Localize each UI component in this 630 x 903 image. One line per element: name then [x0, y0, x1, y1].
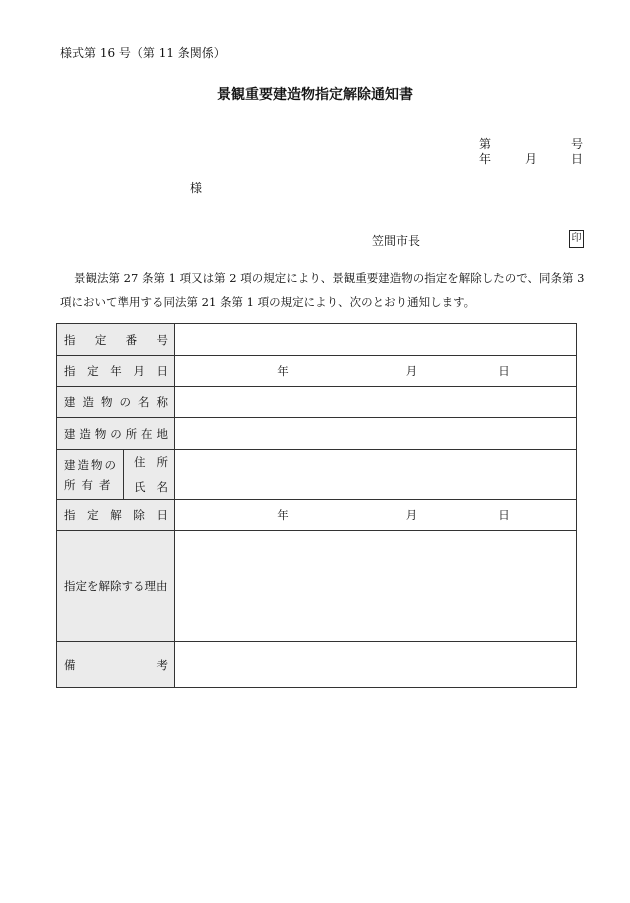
- owner-label-line2: 所有者: [64, 477, 117, 492]
- row-designation-date: [57, 356, 577, 387]
- day-label: 日: [498, 364, 510, 378]
- remarks-value[interactable]: [175, 642, 577, 688]
- document-title: 景観重要建造物指定解除通知書: [217, 87, 413, 103]
- reason-label: 指定を解除する理由: [57, 531, 175, 642]
- day-label: 日: [498, 508, 510, 522]
- owner-label: [57, 450, 124, 499]
- row-cancellation-date: [57, 500, 577, 531]
- designation-number-label: [57, 324, 175, 356]
- row-remarks: [57, 642, 577, 688]
- label-text: 指 定 番 号: [64, 332, 168, 347]
- owner-label-cell: [57, 450, 175, 500]
- form-number: 様式第 16 号（第 11 条関係）: [60, 46, 226, 60]
- building-name-value[interactable]: [175, 387, 577, 418]
- owner-value[interactable]: [175, 450, 577, 500]
- issue-day-label: 日: [571, 152, 584, 166]
- owner-label-line1: 建造物の: [64, 457, 118, 472]
- number-prefix: 第: [479, 137, 492, 151]
- row-building-location: [57, 418, 577, 450]
- row-reason: [57, 531, 577, 642]
- designation-date-value[interactable]: [175, 356, 577, 387]
- building-location-label: 建 造 物 の 所 在 地: [57, 418, 175, 450]
- addressee-honorific: 様: [190, 181, 203, 195]
- issuer-name: 笠間市長: [372, 234, 421, 248]
- row-owner: [57, 450, 577, 500]
- body-line-1: 景観法第 27 条第 1 項又は第 2 項の規定により、景観重要建造物の指定を解除したので、同条第 3: [74, 271, 585, 285]
- body-line-2: 項において準用する同法第 21 条第 1 項の規定により、次のとおり通知します。: [60, 295, 476, 309]
- building-location-value[interactable]: [175, 418, 577, 450]
- issue-month-label: 月: [525, 152, 538, 166]
- remarks-label: 備 考: [57, 642, 175, 688]
- row-designation-number: [57, 324, 577, 356]
- issue-year-label: 年: [479, 152, 492, 166]
- year-label: 年: [277, 508, 289, 522]
- designation-number-value[interactable]: [175, 324, 577, 356]
- body-text: [60, 266, 588, 314]
- notification-form-table: [56, 323, 577, 688]
- month-label: 月: [405, 364, 418, 378]
- owner-name-label: 氏 名: [134, 479, 168, 494]
- reason-value[interactable]: [175, 531, 577, 642]
- designation-date-label: 指 定 年 月 日: [57, 356, 175, 387]
- row-building-name: [57, 387, 577, 418]
- month-label: 月: [405, 508, 418, 522]
- seal-box: 印: [569, 230, 584, 248]
- cancellation-date-value[interactable]: [175, 500, 577, 531]
- cancellation-date-label: 指 定 解 除 日: [57, 500, 175, 531]
- year-label: 年: [277, 364, 289, 378]
- building-name-label: 建 造 物 の 名 称: [57, 387, 175, 418]
- number-suffix: 号: [571, 137, 584, 151]
- owner-address-label: 住 所: [134, 455, 168, 470]
